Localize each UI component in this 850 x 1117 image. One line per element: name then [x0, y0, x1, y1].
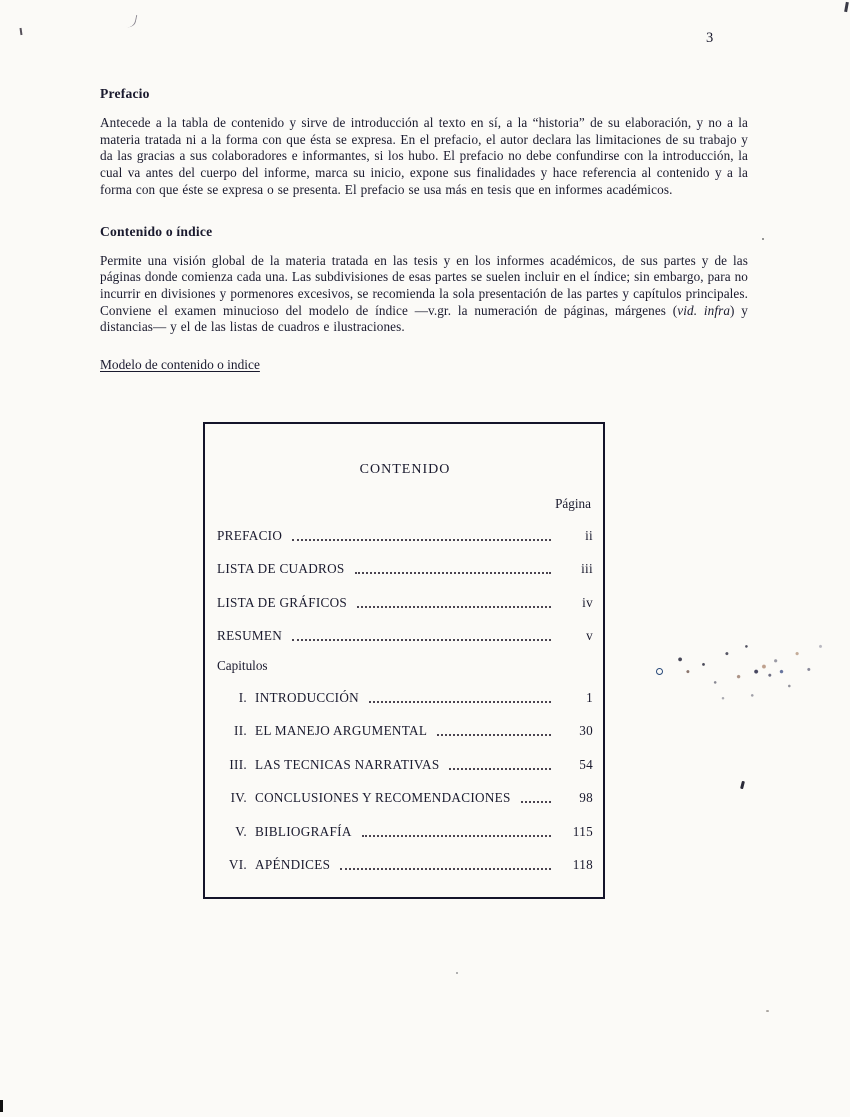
paragraph-contenido — [100, 253, 748, 337]
chapter-numeral: VI. — [228, 857, 247, 872]
chapter-numeral: I. — [238, 689, 247, 705]
toc-entries — [217, 512, 593, 875]
paragraph-prefacio — [100, 115, 748, 199]
toc-entry — [217, 512, 593, 546]
toc-entry-page: ii — [585, 527, 593, 543]
toc-entry-label: LISTA DE GRÁFICOS — [217, 594, 348, 610]
toc-chapters-label: Capitulos — [217, 658, 268, 673]
dot-leader — [521, 801, 551, 803]
section-heading-prefacio: Prefacio — [100, 86, 150, 101]
dot-leader — [340, 868, 551, 870]
scan-ring-mark — [656, 668, 663, 675]
scan-speckle-cluster — [645, 632, 840, 704]
page-number: 3 — [706, 30, 714, 46]
scan-corner-mark — [0, 1100, 3, 1112]
toc-chapter-entry — [217, 741, 593, 775]
scan-curve-mark — [127, 13, 138, 28]
toc-entry-page: 118 — [572, 857, 593, 872]
contenido-text-post: ) y distancias— y el de las listas de cuadros e ilustraciones. — [100, 302, 748, 335]
toc-chapter-entry — [217, 775, 593, 809]
chapter-numeral: IV. — [230, 790, 247, 805]
toc-entry-label: EL MANEJO ARGUMENTAL — [255, 723, 428, 738]
toc-entry-label: CONCLUSIONES Y RECOMENDACIONES — [255, 790, 511, 805]
toc-entry-label: INTRODUCCIÓN — [255, 689, 359, 705]
toc-title: CONTENIDO — [359, 462, 451, 477]
contenido-text-italic: vid. infra — [677, 302, 731, 318]
toc-entry-label: PREFACIO — [217, 527, 283, 543]
chapter-numeral: III. — [229, 756, 247, 772]
toc-entry-page: iv — [582, 594, 593, 610]
chapter-numeral: II. — [234, 723, 247, 738]
toc-entry-label: BIBLIOGRAFÍA — [255, 823, 352, 839]
toc-entry-page: 1 — [586, 689, 593, 705]
toc-entry-label: LISTA DE CUADROS — [217, 561, 345, 576]
dot-leader — [292, 539, 551, 541]
toc-entry — [217, 613, 593, 647]
document-body — [100, 86, 748, 373]
contents-model-box — [203, 422, 605, 899]
toc-entry-label: LAS TECNICAS NARRATIVAS — [255, 756, 440, 772]
scan-tick-mark — [20, 28, 23, 35]
prefacio-text: Antecede a la tabla de contenido y sirve de introducción al texto en sí, a la “historia” de su elaboración, y no a la materia tratada ni a la forma con que ésta se expresa. En el prefacio, el autor declara las limitaciones de su trabajo y da las gracias a sus colaboradores e informantes, si los hubo. El prefacio no debe confundirse con la introducción, la cual va antes del cuerpo del informe, marca su inicio, expone sus finalidades y hace referencia al contenido y a la forma con que éste se expresa o se presenta. El prefacio se usa más en tesis que en informes académicos. — [100, 115, 748, 197]
toc-entry — [217, 546, 593, 580]
dot-leader — [449, 768, 551, 770]
toc-entry-page: 54 — [579, 756, 593, 772]
toc-entry-page: iii — [581, 561, 593, 576]
toc-entry-label: APÉNDICES — [255, 857, 331, 872]
toc-entry-page: 115 — [572, 823, 593, 839]
dot-leader — [369, 701, 551, 703]
model-subheading: Modelo de contenido o indice — [100, 357, 260, 373]
dot-leader — [292, 639, 551, 641]
toc-chapter-entry — [217, 808, 593, 842]
scan-dot — [456, 972, 458, 974]
toc-entry-page: v — [586, 628, 593, 643]
toc-entry-page: 30 — [579, 723, 593, 738]
scan-dot — [766, 1010, 769, 1012]
toc-chapter-entry — [217, 674, 593, 708]
scan-dot — [762, 238, 764, 240]
dot-leader — [355, 572, 551, 574]
toc-chapter-entry — [217, 842, 593, 876]
toc-page-column-label: Página — [555, 496, 591, 511]
section-heading-contenido: Contenido o índice — [100, 223, 213, 239]
toc-entry-page: 98 — [579, 790, 593, 805]
dot-leader — [437, 734, 551, 736]
toc-entry-label: RESUMEN — [217, 628, 283, 643]
contenido-text-pre: Permite una visión global de la materia tratada en las tesis y en los informes académicos, de sus partes y de las páginas donde comienza cada una. Las subdivisiones de esas partes se suelen incluir en el índice; sin embargo, para no incurrir en divisiones y pormenores excesivos, se recomienda la sola presentación de las partes y capítulos principales. Conviene el examen minucioso del modelo de índice —v.gr. la numeración de páginas, márgenes ( — [100, 252, 748, 318]
scan-tick-mark — [740, 781, 745, 789]
scan-edge-mark — [844, 2, 849, 12]
toc-entry — [217, 579, 593, 613]
toc-chapter-entry — [217, 708, 593, 742]
chapter-numeral: V. — [235, 823, 247, 839]
dot-leader — [362, 835, 551, 837]
dot-leader — [357, 606, 551, 608]
